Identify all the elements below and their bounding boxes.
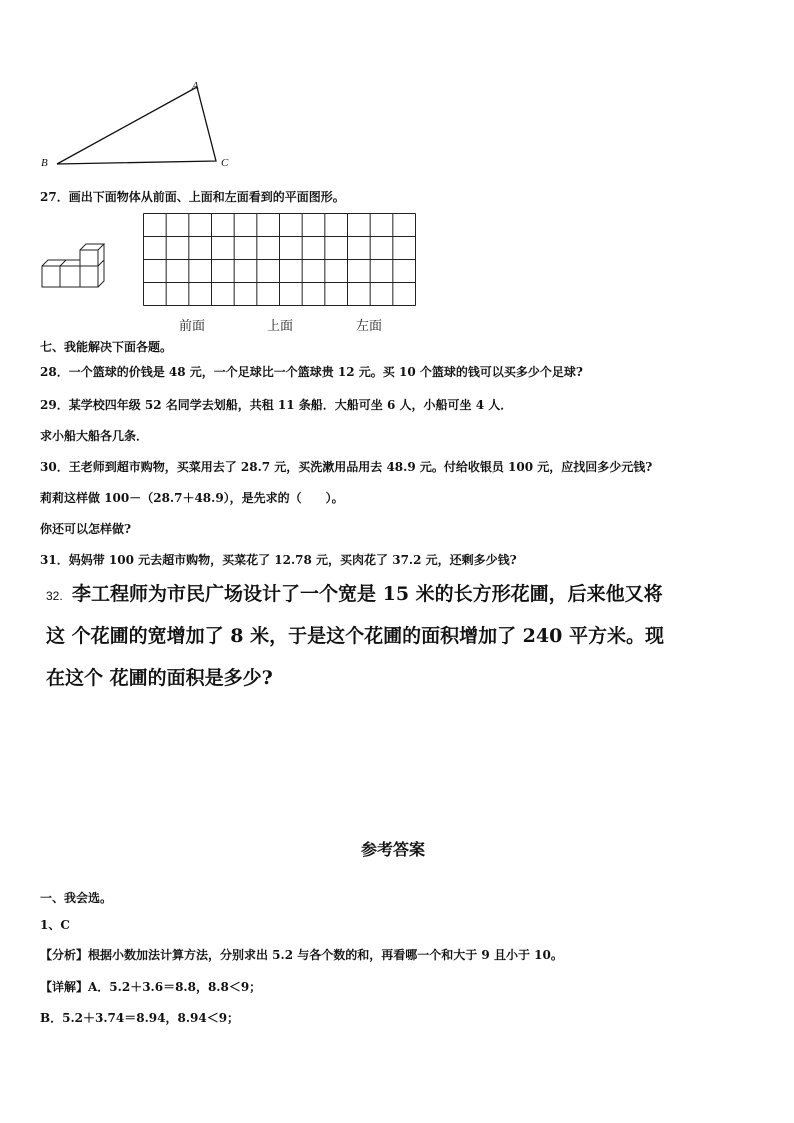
question-27: 27．画出下面物体从前面、上面和左面看到的平面图形。 bbox=[40, 190, 345, 204]
cube-top-depth bbox=[80, 244, 104, 250]
cube-row-front-2 bbox=[60, 266, 80, 287]
answer-item-1: 1、C bbox=[40, 918, 70, 932]
question-32-line-1: 李工程师为市民广场设计了一个宽是 15 米的长方形花圃，后来他又将 bbox=[72, 583, 663, 605]
triangle-edges bbox=[57, 87, 216, 164]
cube-row-top-divider bbox=[60, 260, 66, 266]
section-7-heading: 七、我能解决下面各题。 bbox=[40, 340, 173, 354]
vertex-label-b: B bbox=[41, 157, 48, 169]
question-29-line-2: 求小船大船各几条． bbox=[40, 429, 149, 443]
answer-detail-a: 【详解】A．5.2＋3.6＝8.8，8.8＜9； bbox=[40, 980, 262, 994]
view-label-left: 左面 bbox=[356, 319, 383, 334]
vertex-label-a: A bbox=[192, 80, 199, 92]
vertex-label-c: C bbox=[221, 157, 229, 169]
answers-title: 参考答案 bbox=[361, 840, 426, 859]
question-30-line-2: 莉莉这样做 100－（28.7＋48.9），是先求的（ ）。 bbox=[40, 491, 344, 505]
question-32-number: 32. bbox=[46, 589, 63, 603]
question-30-line-1: 30．王老师到超市购物，买菜用去了 28.7 元，买洗漱用品用去 48.9 元。付给收银员 100 元，应找回多少元钱? bbox=[40, 460, 653, 474]
cube-top-front bbox=[80, 250, 98, 266]
question-31: 31．妈妈带 100 元去超市购物，买菜花了 12.78 元，买肉花了 37.2 元，还剩多少钱? bbox=[40, 553, 517, 567]
triangle-figure bbox=[36, 76, 236, 176]
question-32-line-2: 这 个花圃的宽增加了 8 米，于是这个花圃的面积增加了 240 平方米。现 bbox=[46, 625, 664, 647]
question-30-line-3: 你还可以怎样做? bbox=[40, 522, 132, 536]
question-32-line-3: 在这个 花圃的面积是多少? bbox=[46, 667, 273, 689]
cube-row-front-1 bbox=[42, 266, 60, 287]
answer-detail-b: B．5.2＋3.74＝8.94，8.94＜9； bbox=[40, 1011, 240, 1025]
answers-section-1: 一、我会选。 bbox=[40, 891, 113, 905]
answer-analysis: 【分析】根据小数加法计算方法，分别求出 5.2 与各个数的和，再看哪一个和大于 9 且小于 10。 bbox=[40, 948, 563, 962]
drawing-grid bbox=[143, 213, 417, 308]
question-28: 28．一个篮球的价钱是 48 元，一个足球比一个篮球贵 12 元。买 10 个篮球的钱可以买多少个足球? bbox=[40, 365, 583, 379]
question-29-line-1: 29．某学校四年级 52 名同学去划船，共租 11 条船．大船可坐 6 人，小船可坐 4 人． bbox=[40, 398, 513, 412]
cube-stack-figure bbox=[38, 240, 108, 292]
view-label-front: 前面 bbox=[179, 319, 206, 334]
cube-row-front-3 bbox=[80, 266, 98, 287]
view-label-top: 上面 bbox=[267, 319, 294, 334]
cube-row-side bbox=[98, 260, 104, 287]
